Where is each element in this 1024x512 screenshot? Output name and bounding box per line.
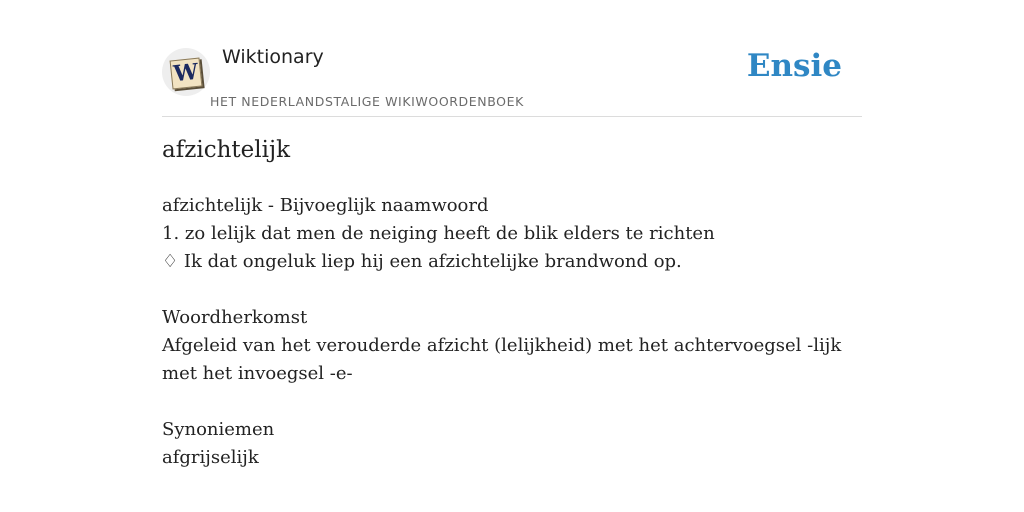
definition-line: 1. zo lelijk dat men de neiging heeft de blik elders te richten	[162, 223, 715, 244]
logo-tile-icon: W	[170, 58, 203, 90]
example-line: ♢ Ik dat ongeluk liep hij een afzichtelijke brandwond op.	[162, 251, 682, 272]
synonyms-list: afgrijselijk	[162, 447, 259, 468]
part-of-speech-line: afzichtelijk - Bijvoeglijk naamwoord	[162, 195, 489, 216]
etymology-text: Afgeleid van het verouderde afzicht (lelijkheid) met het achtervoegsel -lijk met het invoegsel -e-	[162, 335, 842, 384]
site-name[interactable]: Wiktionary	[222, 46, 324, 68]
site-tagline: HET NEDERLANDSTALIGE WIKIWOORDENBOEK	[210, 94, 524, 109]
wiktionary-logo[interactable]	[162, 48, 210, 96]
spacer	[162, 276, 862, 304]
spacer	[162, 388, 862, 416]
site-header	[162, 44, 862, 117]
etymology-heading: Woordherkomst	[162, 307, 308, 328]
synonyms-heading: Synoniemen	[162, 419, 275, 440]
entry-content	[162, 192, 862, 472]
ensie-brand-link[interactable]: Ensie	[746, 48, 842, 84]
entry-title: afzichtelijk	[162, 137, 291, 163]
